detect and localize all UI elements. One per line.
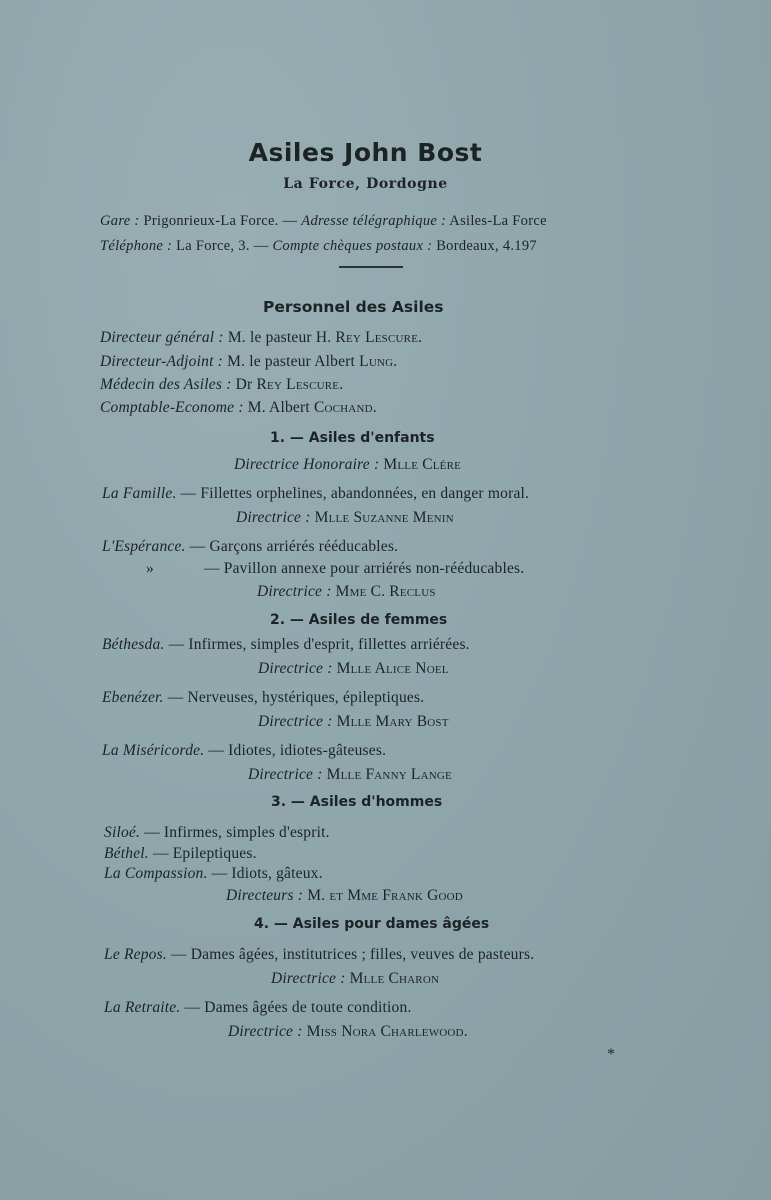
- director-role: Directrice :: [228, 1023, 303, 1040]
- asile-description: — Idiots, gâteux.: [211, 865, 323, 882]
- director-name: Mlle Alice Noel: [336, 660, 449, 677]
- asile-description: — Infirmes, simples d'esprit, fillettes arriérées.: [168, 636, 470, 653]
- esperance-director-line: [257, 583, 436, 601]
- famille-line: [102, 485, 529, 503]
- asile-name: La Famille.: [102, 485, 177, 502]
- director-role: Directrice Honoraire :: [234, 456, 380, 473]
- section-1-heading: 1. — Asiles d'enfants: [270, 430, 435, 446]
- bethesda-director-line: [258, 660, 449, 678]
- asile-name: La Miséricorde.: [102, 742, 205, 759]
- personnel-heading: Personnel des Asiles: [263, 298, 444, 316]
- asterisk-mark: *: [607, 1046, 615, 1063]
- director-name: Mlle Suzanne Menin: [314, 509, 454, 526]
- famille-director-line: [236, 509, 454, 527]
- director-name: Miss Nora Charlewood.: [306, 1023, 468, 1040]
- section-3-director-line: [226, 887, 463, 905]
- director-role: Directrice :: [257, 583, 332, 600]
- telephone-label: Téléphone :: [100, 238, 173, 254]
- siloe-line: [104, 824, 330, 842]
- asile-name: La Retraite.: [104, 999, 181, 1016]
- personnel-name: Cochand.: [313, 399, 377, 416]
- director-role: Directrice :: [248, 766, 323, 783]
- divider-rule: [339, 266, 403, 268]
- personnel-name-prefix: M. Albert: [247, 399, 310, 416]
- retraite-director-line: [228, 1023, 468, 1041]
- section-4-heading: 4. — Asiles pour dames âgées: [254, 916, 490, 932]
- director-role: Directrice :: [236, 509, 311, 526]
- personnel-name: Rey Lescure.: [256, 376, 344, 393]
- asile-name: L'Espérance.: [102, 538, 186, 555]
- asile-name: Ebenézer.: [102, 689, 164, 706]
- bethel-line: [104, 845, 257, 863]
- asile-name: La Compassion.: [104, 865, 208, 882]
- asile-description: — Infirmes, simples d'esprit.: [144, 824, 330, 841]
- director-name: M. et Mme Frank Good: [307, 887, 463, 904]
- director-name: Mme C. Reclus: [335, 583, 436, 600]
- asile-description: — Garçons arriérés rééducables.: [189, 538, 399, 555]
- section-2-heading: 2. — Asiles de femmes: [270, 612, 448, 628]
- contact-line-1: Gare : Prigonrieux-La Force. — Adresse télégraphique : Asiles-La Force: [100, 213, 547, 229]
- section-3-heading: 3. — Asiles d'hommes: [271, 794, 443, 810]
- page-title: Asiles John Bost: [248, 138, 483, 167]
- personnel-name: Lung.: [359, 353, 398, 370]
- personnel-row: [100, 353, 397, 371]
- personnel-row: [100, 329, 422, 347]
- asile-description: — Idiotes, idiotes-gâteuses.: [208, 742, 387, 759]
- repos-line: [104, 946, 534, 964]
- personnel-role: Directeur-Adjoint :: [100, 353, 224, 370]
- ebenezer-director-line: [258, 713, 449, 731]
- director-name: Mlle Fanny Lange: [326, 766, 452, 783]
- personnel-role: Directeur général :: [100, 329, 224, 346]
- asile-description: — Nerveuses, hystériques, épileptiques.: [167, 689, 425, 706]
- director-role: Directrice :: [271, 970, 346, 987]
- telephone-value: La Force, 3.: [176, 238, 250, 254]
- gare-label: Gare :: [100, 213, 140, 229]
- asile-description: — Fillettes orphelines, abandonnées, en danger moral.: [180, 485, 530, 502]
- esperance-annex-line: — Pavillon annexe pour arriérés non-rééducables.: [204, 560, 525, 577]
- retraite-line: [104, 999, 412, 1017]
- ebenezer-line: [102, 689, 424, 707]
- asile-name: Le Repos.: [104, 946, 167, 963]
- compassion-line: [104, 865, 323, 883]
- director-name: Mlle Clére: [383, 456, 462, 473]
- esperance-ditto: »: [146, 560, 154, 577]
- contact-line-2: Téléphone : La Force, 3. — Compte chèques postaux : Bordeaux, 4.197: [100, 238, 537, 254]
- adresse-label: Adresse télégraphique :: [301, 213, 447, 229]
- asile-description: — Dames âgées, institutrices ; filles, veuves de pasteurs.: [171, 946, 535, 963]
- personnel-name-prefix: M. le pasteur Albert: [227, 353, 356, 370]
- personnel-role: Médecin des Asiles :: [100, 376, 232, 393]
- personnel-role: Comptable-Econome :: [100, 399, 244, 416]
- gare-value: Prigonrieux-La Force.: [143, 213, 279, 229]
- asile-description: — Epileptiques.: [152, 845, 257, 862]
- bethesda-line: [102, 636, 470, 654]
- esperance-line: [102, 538, 398, 556]
- personnel-row: [100, 399, 377, 417]
- asile-name: Béthel.: [104, 845, 149, 862]
- misericorde-director-line: [248, 766, 452, 784]
- personnel-name: Rey Lescure.: [335, 329, 423, 346]
- director-name: Mlle Mary Bost: [336, 713, 449, 730]
- personnel-name-prefix: M. le pasteur H.: [227, 329, 332, 346]
- director-role: Directrice :: [258, 713, 333, 730]
- asile-description: — Dames âgées de toute condition.: [184, 999, 412, 1016]
- asile-name: Béthesda.: [102, 636, 165, 653]
- cheques-label: Compte chèques postaux :: [272, 238, 433, 254]
- misericorde-line: [102, 742, 386, 760]
- director-role: Directrice :: [258, 660, 333, 677]
- personnel-name-prefix: Dr: [235, 376, 253, 393]
- director-role: Directeurs :: [226, 887, 304, 904]
- repos-director-line: [271, 970, 439, 988]
- page-subtitle: La Force, Dordogne: [283, 176, 448, 192]
- honoraire-line: [234, 456, 461, 474]
- personnel-row: [100, 376, 343, 394]
- adresse-value: Asiles-La Force: [449, 213, 547, 229]
- cheques-value: Bordeaux, 4.197: [436, 238, 537, 254]
- director-name: Mlle Charon: [349, 970, 440, 987]
- asile-name: Siloé.: [104, 824, 141, 841]
